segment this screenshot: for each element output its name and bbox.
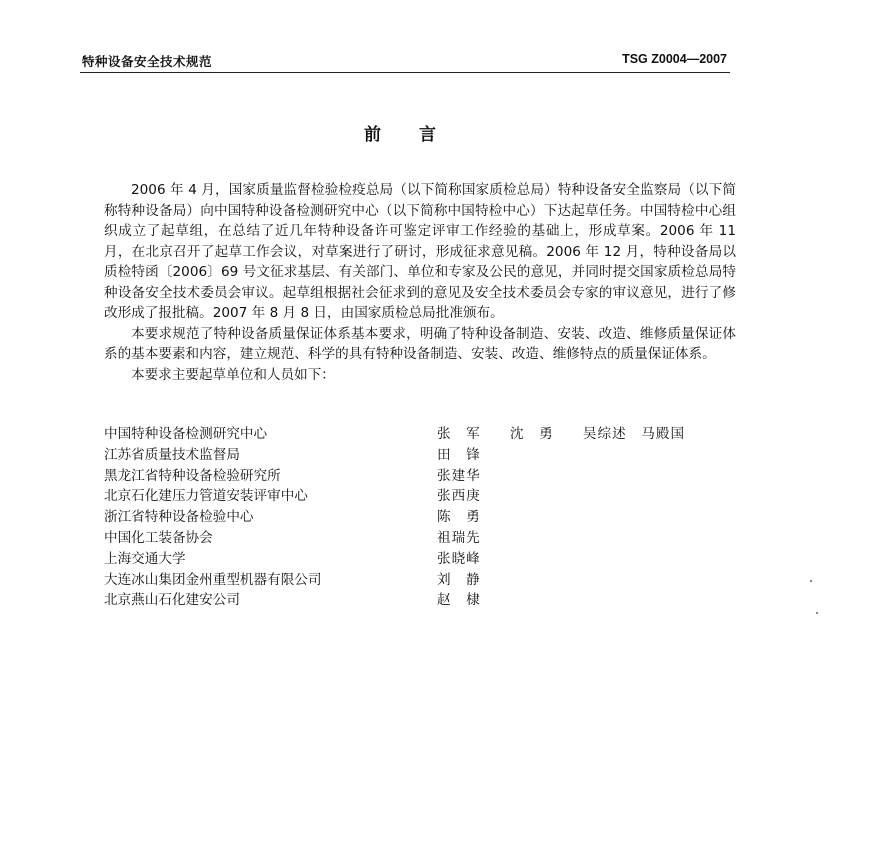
unit-people: 刘 静 — [437, 571, 481, 588]
scan-speck — [816, 612, 818, 614]
page-title: 前言 — [364, 125, 474, 145]
list-item — [104, 528, 744, 549]
unit-name: 浙江省特种设备检验中心 — [104, 509, 254, 526]
unit-people: 张建华 — [437, 467, 481, 484]
paragraph-history: 2006 年 4 月，国家质量监督检验检疫总局（以下简称国家质检总局）特种设备安全监察局（以下简称特种设备局）向中国特种设备检测研究中心（以下简称中国特检中心）下达起草任务。中国特检中心组织成立了起草组，在总结了近几年特种设备许可鉴定评审工作经验的基础上，形成草案。2006 年 11 月，在北京召开了起草工作会议，对草案进行了研讨，形成征求意见稿。2006 年 12 月，特种设备局以质检特函〔2006〕69 号文征求基层、有关部门、单位和专家及公民的意见，并同时提交国家质检总局特种设备安全技术委员会审议。起草组根据社会征求到的意见及安全技术委员会专家的审议意见，进行了修改形成了报批稿。2007 年 8 月 8 日，由国家质检总局批准颁布。 — [104, 182, 736, 321]
header-divider — [80, 72, 730, 73]
scan-speck — [810, 580, 812, 582]
list-item — [104, 590, 744, 611]
unit-people: 张晓峰 — [437, 550, 481, 567]
unit-people: 田 锋 — [437, 446, 481, 463]
unit-people: 张 军 沈 勇 吴综述 马殿国 — [437, 426, 686, 442]
drafting-units-list — [104, 424, 744, 611]
list-item — [104, 424, 744, 445]
running-header-title: 特种设备安全技术规范 — [82, 54, 213, 69]
unit-name: 黑龙江省特种设备检验研究所 — [104, 467, 281, 484]
list-item — [104, 570, 744, 591]
unit-people: 张西庚 — [437, 488, 481, 505]
body-text — [104, 180, 736, 385]
list-item — [104, 466, 744, 487]
running-header-standard-code: TSG Z0004—2007 — [622, 52, 727, 66]
unit-people: 祖瑞先 — [437, 529, 481, 546]
list-item — [104, 549, 744, 570]
unit-name: 大连冰山集团金州重型机器有限公司 — [104, 571, 322, 588]
list-item — [104, 486, 744, 507]
unit-people: 陈 勇 — [437, 509, 481, 526]
unit-name: 北京燕山石化建安公司 — [104, 592, 240, 609]
list-item — [104, 507, 744, 528]
paragraph-scope: 本要求规范了特种设备质量保证体系基本要求，明确了特种设备制造、安装、改造、维修质量保证体系的基本要素和内容，建立规范、科学的具有特种设备制造、安装、改造、维修特点的质量保证体系。 — [104, 325, 736, 362]
unit-name: 中国化工装备协会 — [104, 529, 213, 546]
unit-name: 上海交通大学 — [104, 550, 186, 567]
drafting-list-intro: 本要求主要起草单位和人员如下： — [131, 366, 335, 383]
unit-name: 江苏省质量技术监督局 — [104, 446, 240, 463]
unit-name: 北京石化建压力管道安装评审中心 — [104, 488, 308, 505]
unit-people: 赵 棣 — [437, 592, 481, 609]
unit-name: 中国特种设备检测研究中心 — [104, 426, 268, 442]
list-item — [104, 445, 744, 466]
